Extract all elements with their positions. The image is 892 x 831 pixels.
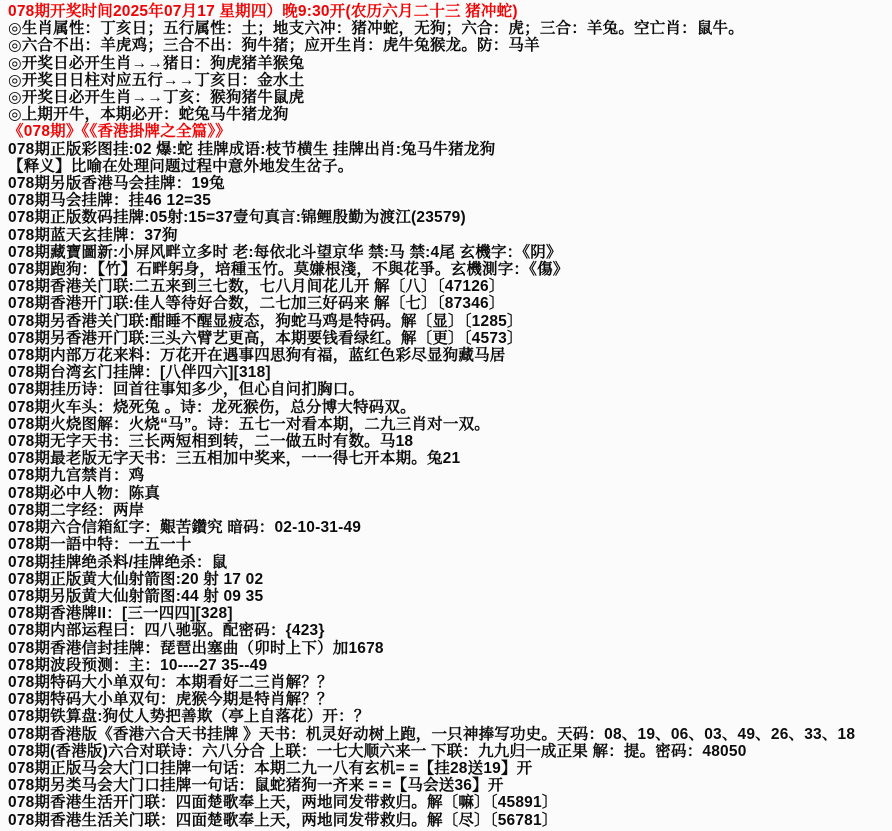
text-line: 078期另香港关门联:酣睡不醒显疲态，狗蛇马鸡是特码。解〔显〕〔1285〕 xyxy=(8,312,523,330)
text-line: 078期一語中特：一五一十 xyxy=(8,536,192,554)
text-line: ◎生肖属性：丁亥日；五行属性：土；地支六冲：猪冲蛇，无狗；六合：虎；三合：羊兔。空亡肖：鼠牛。 xyxy=(8,20,744,38)
text-line: 078期波段预测：主：10----27 35--49 xyxy=(8,656,268,674)
text-line: 078期最老版无字天书：三五相加中奖来，一一得七开本期。兔21 xyxy=(8,450,461,468)
text-line: 078期火车头：烧死兔 。诗：龙死猴伤，总分博大特码双。 xyxy=(8,398,416,416)
text-line: 078期香港开门联:佳人等待好合数，二七加三好码来 解〔七〕〔87346〕 xyxy=(8,295,505,313)
text-line: 078期九宫禁肖：鸡 xyxy=(8,467,145,485)
text-line: 078期铁算盘:狗仗人势把善欺（亭上自落花）开：？ xyxy=(8,708,370,726)
text-line: 078期正版马会大门口挂牌一句话：本期二九一八有玄机= =【挂28送19】开 xyxy=(8,759,533,777)
text-line: 078期正版黄大仙射箭图:20 射 17 02 xyxy=(8,570,264,588)
text-line: 078期挂牌绝杀料/挂牌绝杀：鼠 xyxy=(8,553,228,571)
text-line: 078期必中人物：陈真 xyxy=(8,484,161,502)
text-line: 078期正版彩图挂:02 爆:蛇 挂牌成语:枝节横生 挂牌出肖:兔马牛猪龙狗 xyxy=(8,140,496,158)
text-line: 078期藏寶圖新:小屏风畔立多时 老:每依北斗望京华 禁:马 禁:4尾 玄機字：《阴》 xyxy=(8,243,562,261)
text-line: 078期(香港版)六合对联诗：六八分合 上联：一七大顺六来一 下联：九九归一成正果 解：提。密码：48050 xyxy=(8,742,747,760)
text-line: 078期跑狗：【竹】石畔躬身，培種玉竹。莫嫌根淺，不與花爭。玄機測字：《傷》 xyxy=(8,261,569,279)
text-line: 078期香港关门联:二五来到三七数，七八月间花儿开 解〔八〕〔47126〕 xyxy=(8,278,505,296)
text-line: 078期特码大小单双句：虎猴今期是特肖解？？ xyxy=(8,691,333,709)
text-line: 078期六合信箱紅字：艱苦鑽究 暗码：02-10-31-49 xyxy=(8,519,362,537)
text-line: 078期台湾玄门挂牌：[八伴四六][318] xyxy=(8,364,271,382)
text-line: 078期另类马会大门口挂牌一句话：鼠蛇猪狗一齐来 = =【马会送36】开 xyxy=(8,777,504,795)
text-line: 078期马会挂牌：挂46 12=35 xyxy=(8,192,212,210)
text-line: 078期无字天书：三长两短相到转，二一做五时有数。马18 xyxy=(8,433,414,451)
text-line: ◎开奖日日柱对应五行→→丁亥日：金水土 xyxy=(8,71,305,89)
text-line: 078期另版黄大仙射箭图:44 射 09 35 xyxy=(8,587,264,605)
text-line: 078期内部万花来料：万花开在遇事四思狗有福，蓝红色彩尽显狗藏马居 xyxy=(8,347,506,365)
text-line: 078期香港信封挂牌：琵琶出塞曲（卯时上下）加1678 xyxy=(8,639,384,657)
text-line: 【释义】比喻在处理问题过程中意外地发生岔子。 xyxy=(8,157,354,175)
text-line: 078期香港生活关门联：四面楚歌奉上天，两地同发带救归。解〔尽〕〔56781〕 xyxy=(8,811,558,829)
highlight-text-line: 078期开奖时间2025年07月17 星期四）晚9:30开(农历六月二十三 猪冲蛇) xyxy=(8,3,518,20)
text-line: 078期正版数码挂牌:05射:15=37壹句真言:锦鲤殷勤为渡江(23579) xyxy=(8,209,466,227)
text-line: ◎六合不出：羊虎鸡；三合不出：狗牛猪；应开生肖：虎牛兔猴龙。防：马羊 xyxy=(8,37,540,55)
text-line: 078期香港版《香港六合天书挂牌 》天书：机灵好动树上跑，一只神捧写功史。天码：08、19、06、03、49、26、33、18 xyxy=(8,725,856,743)
text-line: 078期挂历诗：回首往事知多少，但心自问扪胸口。 xyxy=(8,381,365,399)
text-line: 078期另版香港马会挂牌：19兔 xyxy=(8,175,225,193)
text-line: 078期香港牌II：[三一四四][328] xyxy=(8,605,233,623)
text-line: 078期香港生活开门联：四面楚歌奉上天，两地同发带救归。解〔嘛〕〔45891〕 xyxy=(8,794,558,812)
text-line: 078期蓝天玄挂牌：37狗 xyxy=(8,226,178,244)
highlight-text-line: 《078期》《《香港掛牌之全篇》》 xyxy=(8,123,232,141)
text-line: ◎上期开牛，本期必开：蛇兔马牛猪龙狗 xyxy=(8,106,289,124)
text-line: 078期特码大小单双句：本期看好二三肖解？？ xyxy=(8,673,333,691)
text-line: 078期二字经：两岸 xyxy=(8,501,145,519)
text-line: 078期火烧图解：火烧“马”。诗：五七一对看本期，二九三肖对一双。 xyxy=(8,415,490,433)
text-line: 078期另香港开门联:三头六臂艺更高，本期要钱看绿红。解〔更〕〔4573〕 xyxy=(8,329,523,347)
text-line: ◎开奖日必开生肖→→丁亥：猴狗猪牛鼠虎 xyxy=(8,89,305,107)
text-line: ◎开奖日必开生肖→→猪日：狗虎猪羊猴兔 xyxy=(8,54,305,72)
text-line: 078期内部运程曰：四八驰驱。配密码：{423} xyxy=(8,622,325,640)
